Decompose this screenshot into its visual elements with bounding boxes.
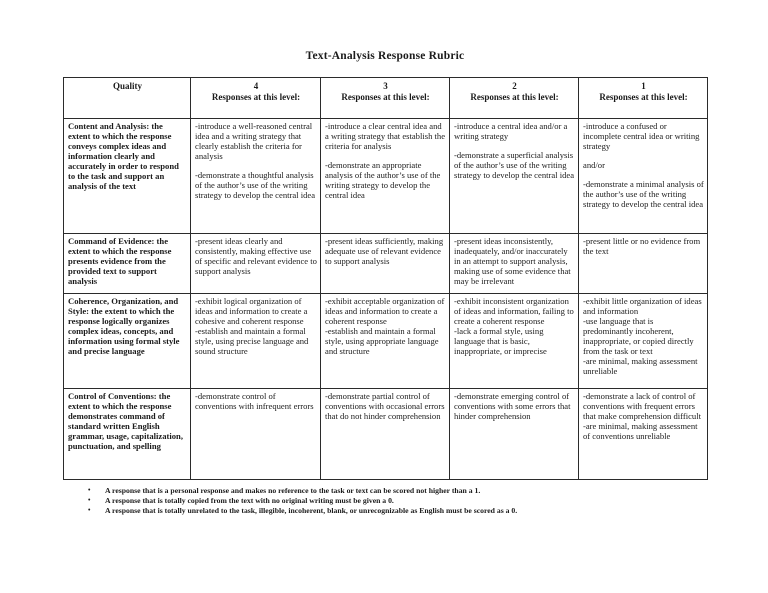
cell-paragraph: -establish and maintain a formal style, using precise language and sound structure: [195, 326, 309, 357]
level-number: 2: [512, 81, 517, 91]
cell-paragraph: -present ideas sufficiently, making adequate use of relevant evidence to support analysis: [325, 236, 444, 267]
level-cell: [191, 294, 321, 389]
level-cell: [191, 234, 321, 294]
level-cell: [191, 389, 321, 480]
level-cell: [191, 119, 321, 234]
header-level-2: [450, 78, 579, 119]
bullet-icon: •: [88, 486, 91, 494]
quality-cell: Coherence, Organization, and Style: the extent to which the response logically organizes complex ideas, concepts, and information using formal style and precise language: [64, 294, 191, 389]
footnote-item: [63, 506, 707, 516]
level-cell: [579, 119, 708, 234]
cell-paragraph: -establish and maintain a formal style, using appropriate language and structure: [325, 326, 439, 357]
row-coherence-organization-style: [64, 294, 708, 389]
level-number: 3: [383, 81, 388, 91]
quality-cell: Command of Evidence: the extent to which the response presents evidence from the provided text to support analysis: [64, 234, 191, 294]
cell-paragraph: -exhibit acceptable organization of ideas and information to create a coherent response: [325, 296, 445, 327]
level-cell: [321, 389, 450, 480]
page-title: Text-Analysis Response Rubric: [305, 50, 465, 62]
level-cell: [579, 234, 708, 294]
level-sublabel: Responses at this level:: [470, 91, 559, 102]
level-sublabel: Responses at this level:: [211, 91, 301, 102]
footnote-item: [63, 496, 707, 506]
row-content-and-analysis: [64, 119, 708, 234]
cell-paragraph: -lack a formal style, using language that is basic, inappropriate, or imprecise: [454, 326, 547, 357]
cell-paragraph: -present little or no evidence from the text: [583, 236, 701, 257]
cell-paragraph: -demonstrate a superficial analysis of the author’s use of the writing strategy to develop the central idea: [454, 150, 575, 181]
cell-paragraph: -are minimal, making assessment unreliable: [583, 356, 698, 377]
cell-paragraph: -demonstrate a lack of control of conventions with frequent errors that make comprehension difficult: [583, 391, 701, 422]
cell-paragraph: -introduce a clear central idea and a writing strategy that establish the criteria for analysis: [325, 121, 446, 152]
level-cell: [579, 294, 708, 389]
cell-paragraph: -introduce a well-reasoned central idea and a writing strategy that clearly establish the criteria for analysis: [195, 121, 313, 162]
cell-paragraph: -demonstrate emerging control of conventions with some errors that hinder comprehension: [454, 391, 571, 422]
level-cell: [450, 294, 579, 389]
cell-paragraph: -present ideas inconsistently, inadequately, and/or inaccurately in an attempt to support analysis, making use of some evidence that may be irrelevant: [454, 236, 571, 287]
cell-paragraph: -exhibit logical organization of ideas and information to create a cohesive and coherent response: [195, 296, 308, 327]
quality-cell: Content and Analysis: the extent to which the response conveys complex ideas and information clearly and accurately in order to respond to the task and support an analysis of the text: [64, 119, 191, 234]
header-row: [64, 78, 708, 119]
level-cell: [321, 234, 450, 294]
cell-paragraph: -are minimal, making assessment of conventions unreliable: [583, 421, 698, 442]
cell-paragraph: -demonstrate an appropriate analysis of the author’s use of the writing strategy to develop the central idea: [325, 160, 441, 201]
level-number: 4: [253, 81, 259, 91]
bullet-icon: •: [88, 496, 91, 505]
rubric-table: [63, 77, 708, 480]
level-number: 1: [641, 81, 646, 91]
level-cell: [321, 294, 450, 389]
quality-cell: Control of Conventions: the extent to which the response demonstrates command of standard written English grammar, usage, capitalization, punctuation, and spelling: [64, 389, 191, 480]
footnote-text: A response that is a personal response and makes no reference to the task or text can be scored not higher than a 1.: [105, 486, 481, 495]
level-cell: [450, 119, 579, 234]
cell-paragraph: -present ideas clearly and consistently, making effective use of specific and relevant evidence to support analysis: [195, 236, 317, 277]
level-sublabel: Responses at this level:: [341, 91, 430, 102]
level-cell: [450, 389, 579, 480]
header-level-1: [579, 78, 708, 119]
cell-paragraph: -introduce a confused or incomplete central idea or writing strategy: [583, 121, 700, 152]
level-sublabel: Responses at this level:: [599, 91, 688, 102]
cell-paragraph: -use language that is predominantly incoherent, inappropriate, or copied directly from the task or text: [583, 316, 694, 357]
footnotes: [63, 486, 707, 516]
level-cell: [450, 234, 579, 294]
level-cell: [321, 119, 450, 234]
bullet-icon: •: [88, 506, 91, 515]
cell-paragraph: -demonstrate control of conventions with infrequent errors: [195, 391, 314, 412]
row-command-of-evidence: [64, 234, 708, 294]
header-quality: Quality: [64, 78, 191, 119]
cell-paragraph: -exhibit inconsistent organization of ideas and information, failing to create a coherent response: [454, 296, 574, 327]
cell-paragraph: -introduce a central idea and/or a writing strategy: [454, 121, 568, 142]
level-cell: [579, 389, 708, 480]
footnote-item: [63, 486, 707, 496]
cell-paragraph: -demonstrate partial control of conventions with occasional errors that do not hinder comprehension: [325, 391, 445, 422]
cell-paragraph: -exhibit little organization of ideas and information: [583, 296, 702, 317]
header-level-4: [191, 78, 321, 119]
header-level-3: [321, 78, 450, 119]
cell-paragraph: and/or: [583, 160, 605, 171]
row-control-of-conventions: [64, 389, 708, 480]
footnote-text: A response that is totally copied from the text with no original writing must be given a 0.: [105, 496, 394, 506]
cell-paragraph: -demonstrate a minimal analysis of the author’s use of the writing strategy to develop the central idea: [583, 179, 704, 210]
cell-paragraph: -demonstrate a thoughtful analysis of the author’s use of the writing strategy to develop the central idea: [195, 170, 316, 201]
footnote-text: A response that is totally unrelated to the task, illegible, incoherent, blank, or unrecognizable as English must be scored as a 0.: [105, 506, 518, 516]
